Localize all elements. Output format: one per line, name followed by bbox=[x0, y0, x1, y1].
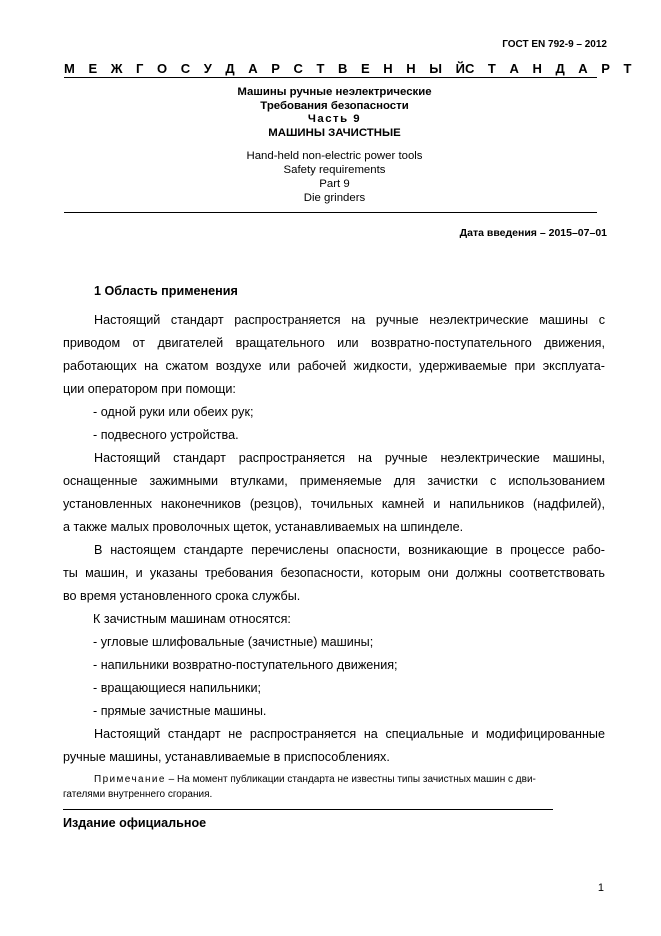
paragraph-line: Настоящий стандарт распространяется на ручные неэлектрические машины, bbox=[94, 451, 605, 465]
document-code: ГОСТ EN 792-9 – 2012 bbox=[502, 39, 607, 50]
banner-letter: Н bbox=[383, 61, 393, 76]
edition-label: Издание официальное bbox=[63, 816, 207, 830]
list-item: - прямые зачистные машины. bbox=[93, 704, 267, 718]
banner-letter: А bbox=[248, 61, 258, 76]
banner-letter: Й bbox=[455, 61, 465, 76]
title-en-line4: Die grinders bbox=[303, 192, 366, 204]
list-item: - одной руки или обеих рук; bbox=[93, 405, 254, 419]
banner-letter: С bbox=[180, 61, 191, 76]
paragraph-line: Настоящий стандарт распространяется на ручные неэлектрические машины с bbox=[94, 313, 605, 327]
banner-letter: Е bbox=[361, 61, 370, 76]
banner-word-1 bbox=[64, 61, 465, 76]
paragraph-line: Настоящий стандарт не распространяется на специальные и модифицированные bbox=[94, 727, 605, 741]
banner-letter: Ж bbox=[110, 61, 123, 76]
note bbox=[94, 773, 605, 786]
section-heading: 1 Область применения bbox=[94, 284, 238, 298]
paragraph-line: установленных наконечников (резцов), точильных камней и напильников (надфилей), bbox=[63, 497, 605, 511]
paragraph-line: ции оператором при помощи: bbox=[63, 382, 236, 396]
list-item: - подвесного устройства. bbox=[93, 428, 239, 442]
banner-letter: Р bbox=[271, 61, 280, 76]
list-item: - напильники возвратно-поступательного движения; bbox=[93, 658, 398, 672]
banner-letter: Е bbox=[88, 61, 98, 76]
title-rule bbox=[64, 212, 597, 213]
paragraph-line: работающих на сжатом воздухе или рабочей жидкости, удерживаемые при эксплуата- bbox=[63, 359, 605, 373]
title-en-line3: Part 9 bbox=[319, 178, 350, 190]
title-ru-line3: Часть 9 bbox=[307, 113, 362, 125]
page-number: 1 bbox=[597, 882, 604, 894]
banner-letter: В bbox=[338, 61, 348, 76]
banner-letter: О bbox=[157, 61, 168, 76]
banner-letter: Д bbox=[555, 61, 565, 76]
edition-rule bbox=[63, 809, 553, 810]
banner-letter: Т bbox=[487, 61, 496, 76]
banner-letter: Т bbox=[316, 61, 325, 76]
banner-letter: М bbox=[64, 61, 75, 76]
banner-letter: Т bbox=[623, 61, 632, 76]
standard-banner bbox=[64, 61, 632, 76]
list-item: - угловые шлифовальные (зачистные) машины; bbox=[93, 635, 374, 649]
title-ru-line4: МАШИНЫ ЗАЧИСТНЫЕ bbox=[268, 126, 401, 139]
paragraph-line: В настоящем стандарте перечислены опасности, возникающие в процессе рабо- bbox=[94, 543, 605, 557]
paragraph-line: ты машин, и указаны требования безопасности, которым они должны соответствовать bbox=[63, 566, 605, 580]
note-text-continued: гателями внутреннего сгорания. bbox=[63, 789, 213, 800]
effective-date: Дата введения – 2015–07–01 bbox=[459, 227, 607, 239]
paragraph-line: оснащенные зажимными втулками, применяемые для зачистки с использованием bbox=[63, 474, 605, 488]
paragraph-line: ручные машины, устанавливаемые в приспособлениях. bbox=[63, 750, 390, 764]
note-label: Примечание bbox=[94, 774, 166, 785]
list-item: - вращающиеся напильники; bbox=[93, 681, 261, 695]
banner-letter: Г bbox=[136, 61, 144, 76]
banner-letter: У bbox=[203, 61, 212, 76]
title-russian bbox=[64, 86, 605, 140]
list-intro: К зачистным машинам относятся: bbox=[93, 612, 291, 626]
top-rule bbox=[64, 77, 597, 78]
paragraph-line: а также малых проволочных щеток, устанавливаемых на шпинделе. bbox=[63, 520, 464, 534]
banner-letter: С bbox=[464, 61, 475, 76]
title-en-line2: Safety requirements bbox=[283, 164, 386, 176]
banner-letter: Д bbox=[225, 61, 235, 76]
paragraph-line: во время установленного срока службы. bbox=[63, 589, 301, 603]
banner-letter: А bbox=[509, 61, 519, 76]
title-english bbox=[64, 149, 605, 205]
banner-letter: Н bbox=[406, 61, 416, 76]
title-ru-line1: Машины ручные неэлектрические bbox=[237, 86, 432, 98]
title-en-line1: Hand-held non-electric power tools bbox=[246, 150, 423, 162]
banner-letter: С bbox=[293, 61, 303, 76]
banner-letter: Р bbox=[601, 61, 610, 76]
banner-letter: А bbox=[578, 61, 588, 76]
banner-letter: Н bbox=[532, 61, 542, 76]
banner-letter: Ы bbox=[429, 61, 442, 76]
paragraph-line: приводом от двигателей вращательного или возвратно-поступательного движения, bbox=[63, 336, 605, 350]
banner-word-2 bbox=[465, 61, 632, 76]
note-text: – На момент публикации стандарта не известны типы зачистных машин с дви- bbox=[165, 774, 536, 785]
title-ru-line2: Требования безопасности bbox=[260, 99, 409, 112]
